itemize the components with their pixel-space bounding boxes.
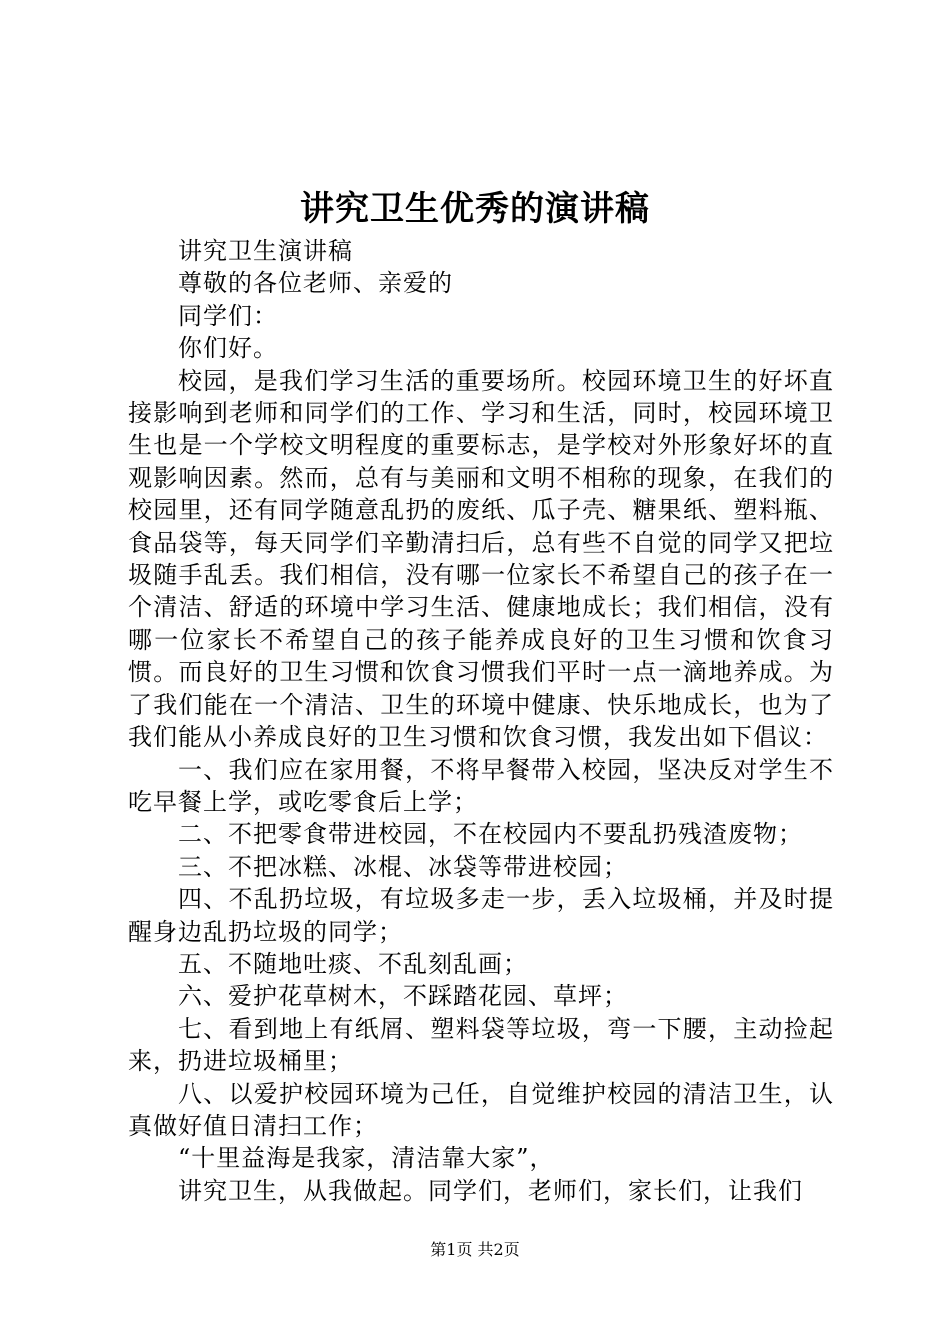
paragraph: 八、以爱护校园环境为己任，自觉维护校园的清洁卫生，认真做好值日清扫工作； <box>128 1079 834 1140</box>
paragraph: 校园，是我们学习生活的重要场所。校园环境卫生的好坏直接影响到老师和同学们的工作、学习和生活，同时，校园环境卫生也是一个学校文明程度的重要标志，是学校对外形象好坏的直观影响因素。然而，总有与美丽和文明不相称的现象，在我们的校园里，还有同学随意乱扔的废纸、瓜子壳、糖果纸、塑料瓶、食品袋等，每天同学们辛勤清扫后，总有些不自觉的同学又把垃圾随手乱丢。我们相信，没有哪一位家长不希望自己的孩子在一个清洁、舒适的环境中学习生活、健康地成长；我们相信，没有哪一位家长不希望自己的孩子能养成良好的卫生习惯和饮食习惯。而良好的卫生习惯和饮食习惯我们平时一点一滴地养成。为了我们能在一个清洁、卫生的环境中健康、快乐地成长，也为了我们能从小养成良好的卫生习惯和饮食习惯，我发出如下倡议： <box>128 366 834 752</box>
paragraph: 三、不把冰糕、冰棍、冰袋等带进校园； <box>178 852 628 881</box>
document-title: 讲究卫生优秀的演讲稿 <box>300 189 650 229</box>
paragraph: 五、不随地吐痰、不乱刻乱画； <box>178 949 528 978</box>
paragraph: 一、我们应在家用餐，不将早餐带入校园，坚决反对学生不吃早餐上学，或吃零食后上学； <box>128 755 834 816</box>
paragraph: 六、爱护花草树木，不踩踏花园、草坪； <box>178 982 628 1011</box>
paragraph: 同学们： <box>178 301 278 330</box>
paragraph: 七、看到地上有纸屑、塑料袋等垃圾，弯一下腰，主动捡起来，扔进垃圾桶里； <box>128 1014 834 1076</box>
paragraph: 你们好。 <box>178 334 278 363</box>
document-body <box>128 235 834 1207</box>
paragraph: 讲究卫生，从我做起。同学们，老师们，家长们，让我们 <box>178 1176 803 1205</box>
paragraph: 二、不把零食带进校园，不在校园内不要乱扔残渣废物； <box>178 820 803 849</box>
paragraph: “十里益海是我家，清洁靠大家”， <box>178 1144 555 1173</box>
paragraph: 四、不乱扔垃圾，有垃圾多走一步，丢入垃圾桶，并及时提醒身边乱扔垃圾的同学； <box>128 885 834 946</box>
paragraph: 讲究卫生演讲稿 <box>178 237 353 265</box>
paragraph: 尊敬的各位老师、亲爱的 <box>178 269 453 298</box>
page-number-footer: 第1页 共2页 <box>430 1240 520 1259</box>
